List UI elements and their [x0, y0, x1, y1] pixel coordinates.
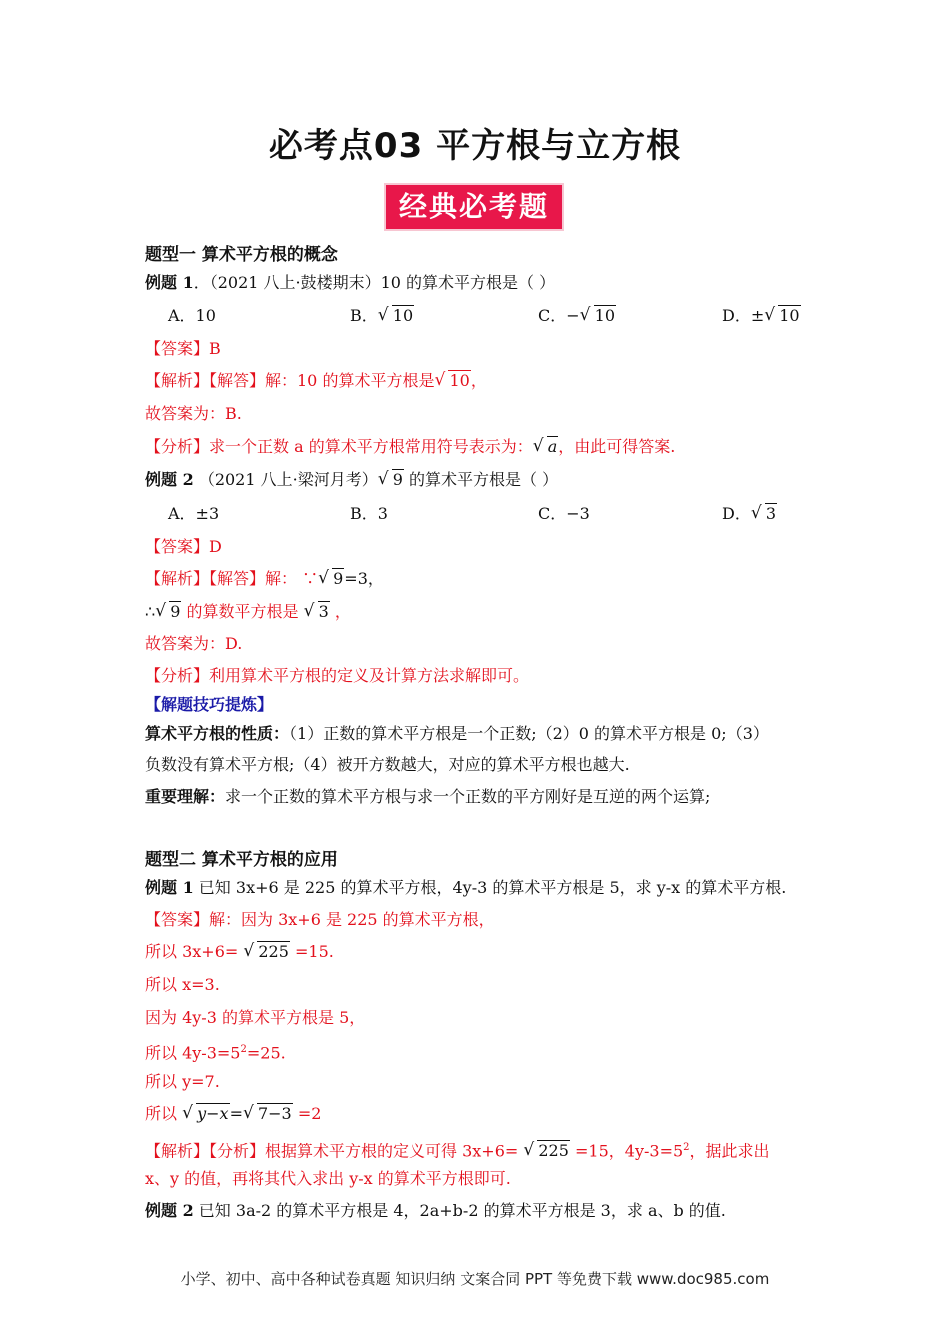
- section1-heading: 题型一 算术平方根的概念: [145, 245, 338, 265]
- s2-ex1-step5: 所以 y=7.: [145, 1072, 220, 1091]
- s1-ex2-question: 例题 2 （2021 八上·梁河月考）√ 9 的算术平方根是（ ）: [145, 469, 558, 491]
- s1-ex2-option-d: D．√ 3: [722, 503, 777, 525]
- s1-ex1-conclusion: 故答案为：B.: [145, 404, 242, 423]
- s2-ex1-step4: 所以 $4y-3=5^2=25$.: [145, 1043, 286, 1063]
- section2-heading: 题型二 算术平方根的应用: [145, 850, 338, 870]
- s2-ex1-step6: 所以 √ y−x=√ 7−3 =2: [145, 1103, 321, 1125]
- classic-badge: 经典必考题: [386, 185, 562, 229]
- s1-ex2-fenxi: 【分析】利用算术平方根的定义及计算方法求解即可。: [145, 666, 530, 685]
- s2-ex2-question: 例题 2 已知 3a-2 的算术平方根是 4，2a+b-2 的算术平方根是 3，求 a、b 的值.: [145, 1201, 726, 1220]
- s1-ex2-analysis: 【解析】【解答】解： ∵√ 9=3，: [145, 568, 384, 590]
- s1-ex2-option-c: C．−3: [538, 504, 590, 523]
- s1-ex2-conclusion: 故答案为：D.: [145, 634, 243, 653]
- s2-ex1-answer: 【答案】解：因为 3x+6 是 225 的算术平方根，: [145, 910, 495, 929]
- s1-ex2-option-b: B．3: [350, 504, 388, 523]
- s1-ex1-question: [145, 272, 555, 294]
- footer-text: 小学、初中、高中各种试卷真题 知识归纳 文案合同 PPT 等免费下载 www.doc985.com: [180, 1270, 770, 1288]
- s2-ex1-step3: 因为 4y-3 的算术平方根是 5，: [145, 1008, 366, 1027]
- s2-ex1-fenxi-line2: x、y 的值，再将其代入求出 y-x 的算术平方根即可.: [145, 1169, 511, 1188]
- s1-ex1-text: ．（2021 八上·鼓楼期末）10 的算术平方根是（ ）: [193, 273, 556, 292]
- tips-heading: 【解题技巧提炼】: [145, 695, 274, 714]
- s1-ex1-label: 例题 1: [145, 273, 194, 292]
- s1-ex1-option-a: A．10: [168, 306, 216, 325]
- s1-ex2-option-a: A．±3: [168, 504, 220, 523]
- s1-ex2-answer: 【答案】D: [145, 537, 222, 556]
- s2-ex1-fenxi: 【解析】【分析】根据算术平方根的定义可得 3x+6= √ 225 =15，$4y-3=5^2$，据此求出: [145, 1137, 770, 1162]
- s2-ex1-step1: 所以 3x+6= √ 225 =15.: [145, 941, 334, 963]
- s2-ex1-question: 例题 1 已知 3x+6 是 225 的算术平方根，4y-3 的算术平方根是 5，求 y-x 的算术平方根.: [145, 878, 787, 897]
- s1-ex2-therefore: ∴√ 9 的算数平方根是 √ 3 ，: [145, 601, 351, 623]
- important-line: 重要理解：求一个正数的算术平方根与求一个正数的平方刚好是互逆的两个运算;: [145, 787, 711, 806]
- s1-ex1-option-d: D．±√ 10: [722, 305, 801, 327]
- property-line2: 负数没有算术平方根;（4）被开方数越大，对应的算术平方根也越大.: [145, 755, 630, 774]
- s1-ex1-analysis: 【解析】【解答】解：10 的算术平方根是√ 10，: [145, 370, 487, 392]
- s1-ex1-answer: 【答案】B: [145, 339, 221, 358]
- s1-ex1-option-c: C．−√ 10: [538, 305, 616, 327]
- s1-ex1-option-b: B．√ 10: [350, 305, 414, 327]
- s2-ex1-step2: 所以 x=3.: [145, 975, 220, 994]
- property-line1: 算术平方根的性质：（1）正数的算术平方根是一个正数;（2）0 的算术平方根是 0;（3）: [145, 724, 769, 743]
- s1-ex1-fenxi: 【分析】求一个正数 a 的算术平方根常用符号表示为：√ a，由此可得答案.: [145, 436, 675, 458]
- page-title: 必考点03 平方根与立方根: [268, 126, 682, 166]
